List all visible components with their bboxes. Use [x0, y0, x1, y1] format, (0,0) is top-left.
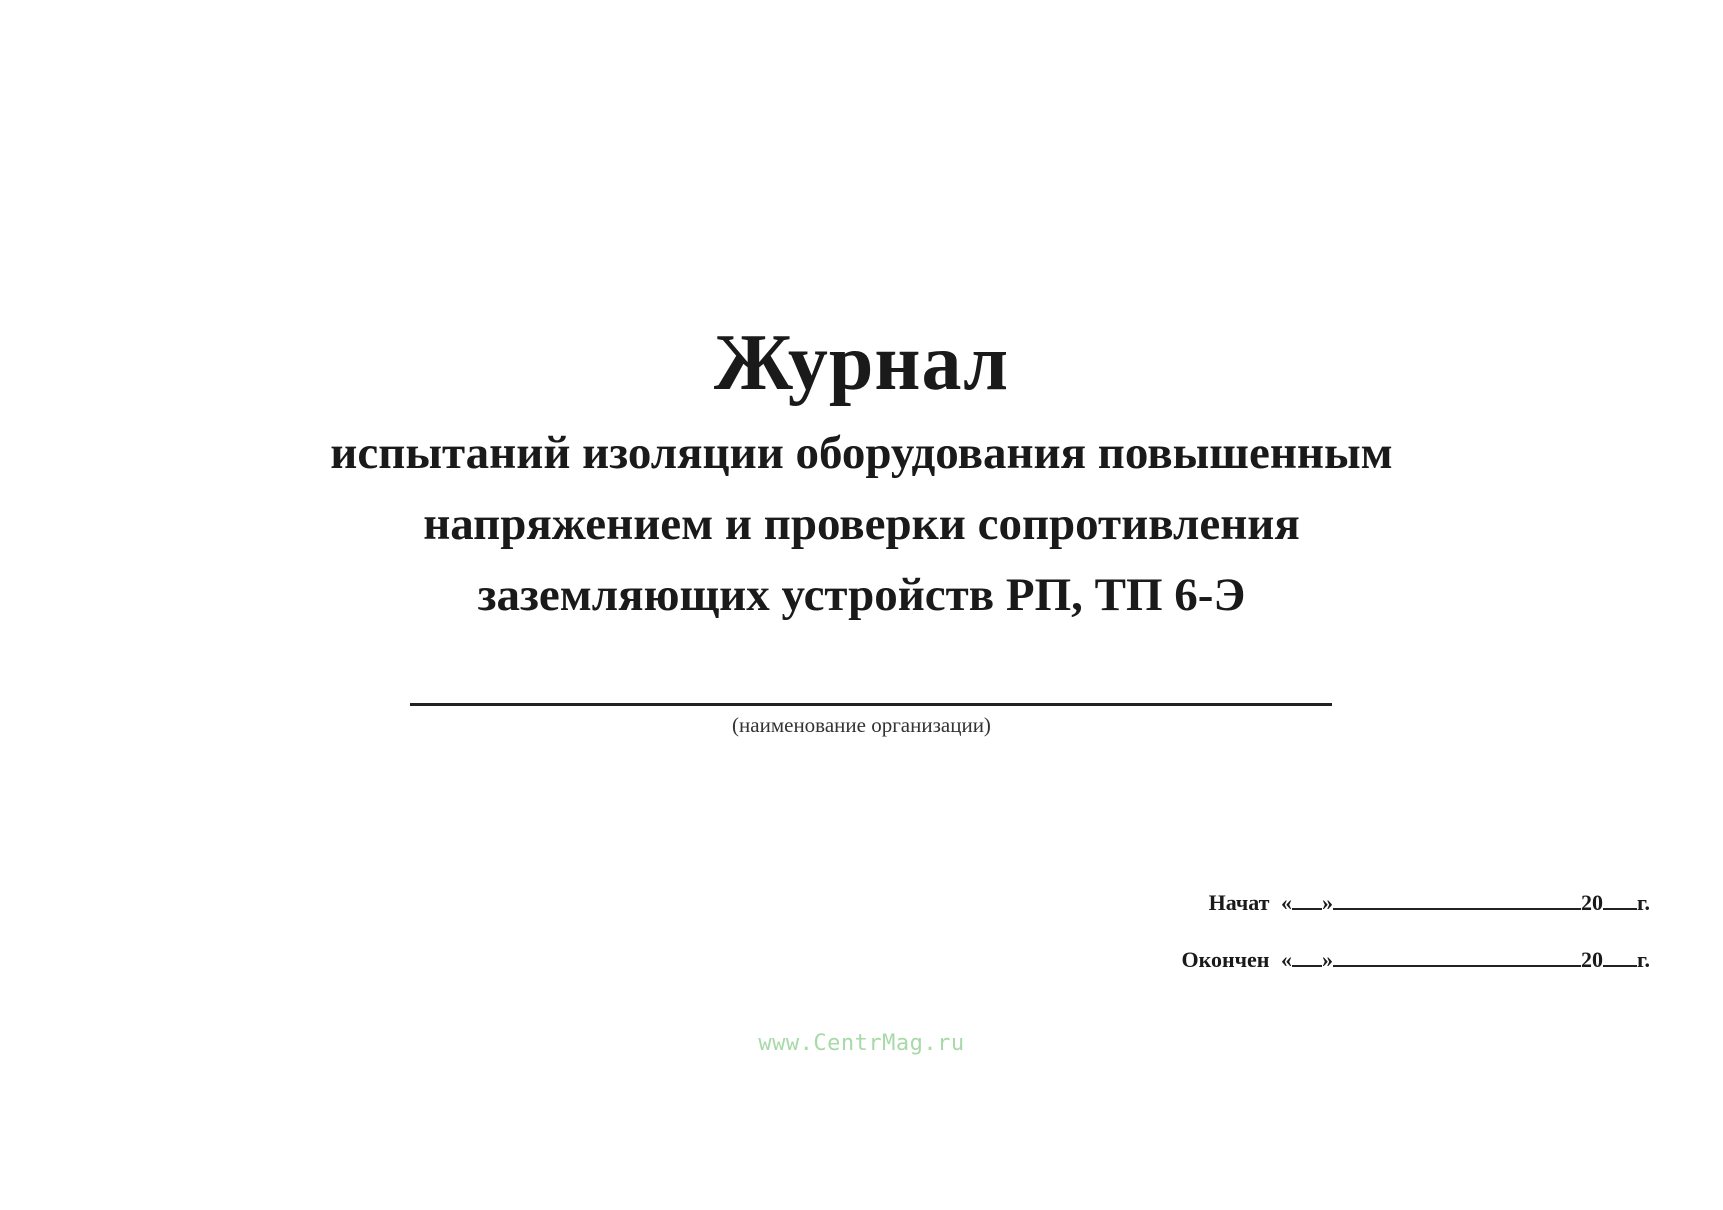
end-year-suffix: г. [1636, 947, 1650, 972]
document-title: Журнал [713, 319, 1010, 407]
watermark-text: www.CentrMag.ru [758, 1031, 965, 1056]
start-date-row [1150, 890, 1650, 916]
start-close-quote: » [1321, 890, 1333, 915]
end-year-blank [1603, 947, 1637, 967]
document-subtitle [0, 418, 1723, 631]
end-date-label: Окончен [1181, 947, 1270, 972]
subtitle-line-1: испытаний изоляции оборудования повышенным [330, 427, 1393, 479]
end-close-quote: » [1321, 947, 1333, 972]
end-month-blank [1333, 947, 1581, 967]
start-year-suffix: г. [1636, 890, 1650, 915]
organization-name-line [410, 703, 1332, 706]
subtitle-line-3: заземляющих устройств РП, ТП 6-Э [477, 569, 1246, 621]
subtitle-line-2: напряжением и проверки сопротивления [423, 498, 1300, 550]
start-date-label: Начат [1208, 890, 1270, 915]
end-date-row [1150, 947, 1650, 973]
start-year-blank [1603, 890, 1637, 910]
start-day-blank [1292, 890, 1322, 910]
end-open-quote: « [1280, 947, 1292, 972]
start-open-quote: « [1280, 890, 1292, 915]
start-month-blank [1333, 890, 1581, 910]
organization-caption: (наименование организации) [732, 713, 991, 737]
start-year-prefix: 20 [1580, 890, 1603, 915]
end-day-blank [1292, 947, 1322, 967]
end-year-prefix: 20 [1580, 947, 1603, 972]
